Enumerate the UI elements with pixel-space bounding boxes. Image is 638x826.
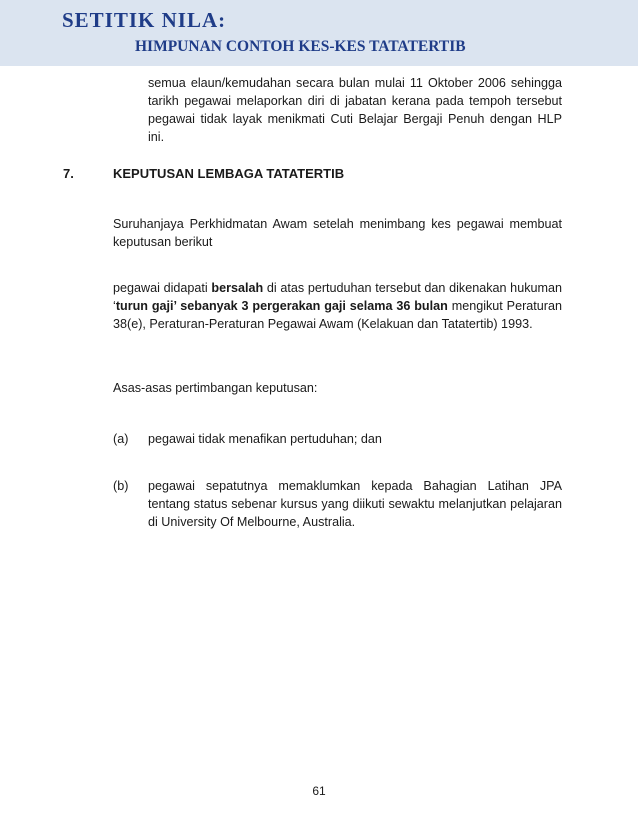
item-b-label: (b)	[113, 479, 129, 493]
verdict-guilty: bersalah	[211, 281, 264, 295]
page-number: 61	[312, 784, 326, 798]
item-a-label: (a)	[113, 432, 129, 446]
item-b-text: pegawai sepatutnya memaklumkan kepada Bahagian Latihan JPA tentang status sebenar kursus yang diikuti sewaktu melanjutkan pelajaran di University Of Melbourne, Australia.	[148, 479, 562, 529]
header-banner	[0, 0, 638, 66]
verdict-text-3: mengikut Peraturan 38(e), Peraturan-Peraturan Pegawai Awam (Kelakuan dan Tatatertib) 1993.	[113, 299, 562, 331]
header-title: SETITIK NILA:	[62, 8, 227, 32]
verdict-text-1: pegawai didapati	[113, 281, 212, 295]
decision-paragraph: Suruhanjaya Perkhidmatan Awam setelah menimbang kes pegawai membuat keputusan berikut	[113, 217, 562, 249]
basis-heading: Asas-asas pertimbangan keputusan:	[113, 381, 318, 395]
section-heading: KEPUTUSAN LEMBAGA TATATERTIB	[113, 166, 345, 181]
header-subtitle: HIMPUNAN CONTOH KES-KES TATATERTIB	[135, 38, 466, 55]
section-number: 7.	[63, 166, 74, 181]
item-a-text: pegawai tidak menafikan pertuduhan; dan	[148, 432, 382, 446]
intro-paragraph: semua elaun/kemudahan secara bulan mulai 11 Oktober 2006 sehingga tarikh pegawai melaporkan diri di jabatan kerana pada tempoh tersebut pegawai tidak layak menikmati Cuti Belajar Bergaji Penuh dengan HLP ini.	[148, 76, 562, 144]
verdict-paragraph	[113, 279, 562, 333]
verdict-text-2: di atas pertuduhan tersebut dan dikenakan hukuman ‘	[113, 281, 562, 313]
verdict-penalty: turun gaji’ sebanyak 3 pergerakan gaji selama 36 bulan	[115, 299, 448, 313]
